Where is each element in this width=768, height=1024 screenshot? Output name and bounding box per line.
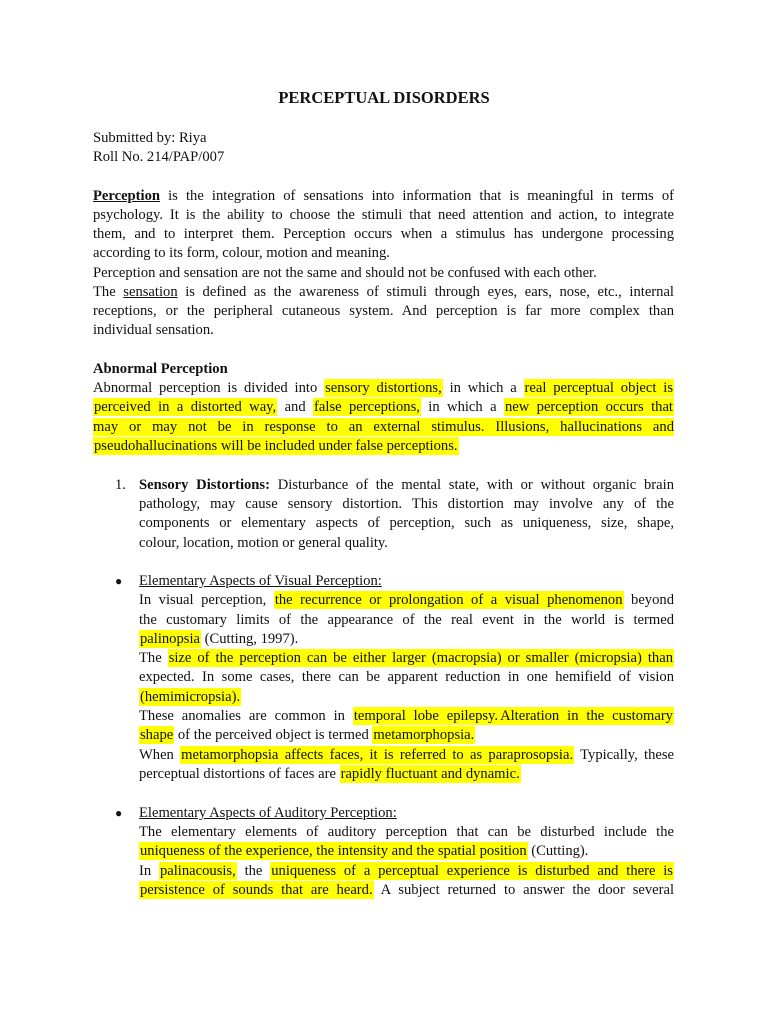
visual-line-1: In visual perception, the recurrence or prolongation of a visual phenomenon beyond bbox=[139, 592, 674, 608]
auditory-line-4: persistence of sounds that are heard. A subject returned to answer the door several bbox=[140, 882, 675, 898]
sensory-line-4: colour, location, motion or general quality. bbox=[139, 535, 388, 551]
intro-line-8: individual sensation. bbox=[93, 322, 214, 338]
highlight: shape bbox=[140, 727, 174, 743]
intro-line-1: Perception is the integration of sensations into information that is meaningful in terms of bbox=[93, 188, 674, 204]
abnormal-line-1: Abnormal perception is divided into sensory distortions, in which a real perceptual object is bbox=[93, 380, 673, 396]
visual-line-2: the customary limits of the appearance of the real event in the world is termed bbox=[139, 612, 674, 628]
highlight: the recurrence or prolongation of a visual phenomenon bbox=[274, 592, 623, 608]
visual-line-5: expected. In some cases, there can be apparent reduction in one hemifield of vision bbox=[139, 669, 674, 685]
highlight: false perceptions, bbox=[314, 399, 420, 415]
highlight: persistence of sounds that are heard. bbox=[140, 882, 373, 898]
sensory-line-1: Sensory Distortions: Disturbance of the mental state, with or without organic brain bbox=[139, 477, 674, 493]
roll-number: Roll No. 214/PAP/007 bbox=[93, 149, 225, 165]
sensation-term: sensation bbox=[123, 284, 178, 300]
intro-line-2: psychology. It is the ability to choose the stimuli that need attention and action, to integrate bbox=[93, 207, 674, 223]
document-title: PERCEPTUAL DISORDERS bbox=[278, 88, 490, 107]
abnormal-heading: Abnormal Perception bbox=[93, 361, 228, 377]
highlight: temporal lobe epilepsy. bbox=[353, 708, 499, 724]
highlight: sensory distortions, bbox=[325, 380, 442, 396]
highlight: (hemimicropsia). bbox=[140, 689, 241, 705]
abnormal-line-3: may or may not be in response to an external stimulus. Illusions, hallucinations and bbox=[93, 419, 674, 435]
highlight: metamorphopsia affects faces, it is referred to as paraprosopsia. bbox=[181, 747, 574, 763]
visual-line-4: The size of the perception can be either larger (macropsia) or smaller (micropsia) than bbox=[139, 650, 674, 666]
intro-line-3: them, and to interpret them. Perception occurs when a stimulus has undergone processing bbox=[93, 226, 674, 242]
visual-heading: Elementary Aspects of Visual Perception: bbox=[139, 573, 382, 589]
highlight: palinacousis, bbox=[159, 863, 236, 879]
highlight: size of the perception can be either larger (macropsia) or smaller (micropsia) than bbox=[168, 650, 674, 666]
highlight: Alteration in the customary bbox=[500, 708, 673, 724]
auditory-line-3: In palinacousis, the uniqueness of a perceptual experience is disturbed and there is bbox=[139, 863, 673, 879]
intro-line-5: Perception and sensation are not the same and should not be confused with each other. bbox=[93, 265, 597, 281]
abnormal-line-4 bbox=[93, 437, 459, 455]
visual-line-7: These anomalies are common in temporal lobe epilepsy. Alteration in the customary bbox=[139, 708, 673, 724]
visual-line-3: palinopsia (Cutting, 1997). bbox=[140, 631, 299, 647]
sensory-distortions-label: Sensory Distortions: bbox=[139, 477, 270, 493]
visual-line-6 bbox=[139, 688, 241, 706]
highlight: perceived in a distorted way, bbox=[94, 399, 277, 415]
abnormal-line-2: perceived in a distorted way, and false perceptions, in which a new perception occurs that bbox=[94, 399, 673, 415]
highlight: metamorphopsia. bbox=[373, 727, 475, 743]
highlight: palinopsia bbox=[140, 631, 200, 647]
visual-line-9: When metamorphopsia affects faces, it is referred to as paraprosopsia. Typically, these bbox=[139, 747, 675, 763]
auditory-line-1: The elementary elements of auditory perception that can be disturbed include the bbox=[139, 824, 674, 840]
bullet-icon: ● bbox=[115, 806, 123, 820]
highlight: uniqueness of the experience, the intensity and the spatial position bbox=[140, 843, 527, 859]
list-number: 1. bbox=[115, 477, 126, 493]
highlight: uniqueness of a perceptual experience is disturbed and there is bbox=[271, 863, 673, 879]
sensory-line-2: pathology, may cause sensory distortion. This distortion may involve any of the bbox=[139, 496, 674, 512]
auditory-heading: Elementary Aspects of Auditory Perception: bbox=[139, 805, 397, 821]
intro-line-7: receptions, or the peripheral cutaneous system. And perception is far more complex than bbox=[93, 303, 674, 319]
intro-line-6: The sensation is defined as the awareness of stimuli through eyes, ears, nose, etc., internal bbox=[93, 284, 674, 300]
highlight: rapidly fluctuant and dynamic. bbox=[340, 766, 520, 782]
visual-line-10: perceptual distortions of faces are rapidly fluctuant and dynamic. bbox=[139, 766, 520, 782]
visual-line-8: shape of the perceived object is termed metamorphopsia. bbox=[140, 727, 475, 743]
bullet-icon: ● bbox=[115, 574, 123, 588]
intro-line-4: according to its form, colour, motion and meaning. bbox=[93, 245, 390, 261]
auditory-line-2: uniqueness of the experience, the intensity and the spatial position (Cutting). bbox=[140, 843, 589, 859]
perception-term: Perception bbox=[93, 188, 161, 204]
highlight: new perception occurs that bbox=[504, 399, 673, 415]
sensory-line-3: components or elementary aspects of perception, such as uniqueness, size, shape, bbox=[139, 515, 674, 531]
highlight: real perceptual object is bbox=[524, 380, 673, 396]
submitted-by: Submitted by: Riya bbox=[93, 130, 207, 146]
highlight: pseudohallucinations will be included under false perceptions. bbox=[94, 438, 458, 454]
